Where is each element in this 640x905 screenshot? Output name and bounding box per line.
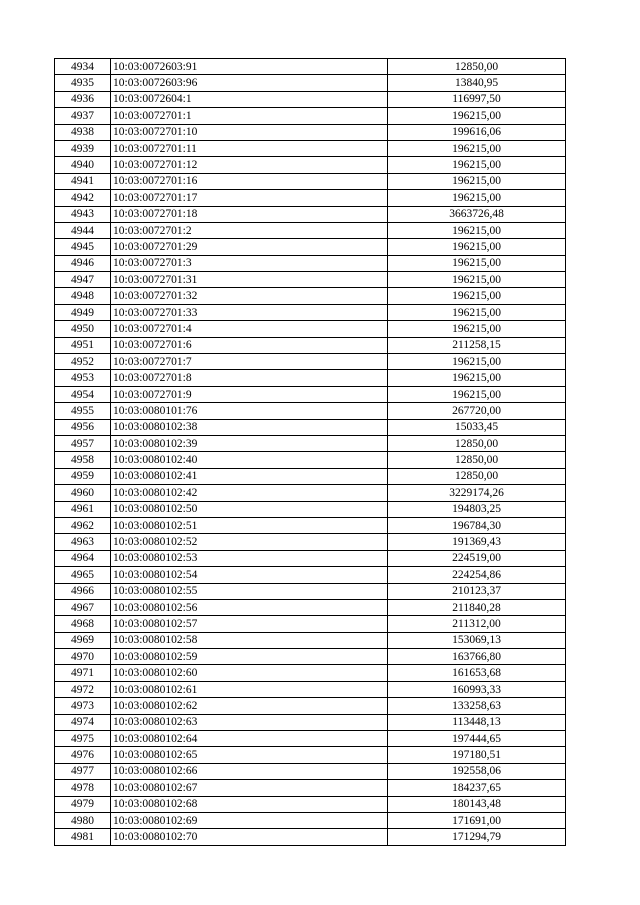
table-row [55, 485, 566, 501]
cadastral-number-cell: 10:03:0072603:91 [111, 59, 388, 75]
cadastral-number-cell: 10:03:0072701:33 [111, 304, 388, 320]
value-cell: 153069,13 [388, 632, 566, 648]
table-row [55, 370, 566, 386]
row-number-cell: 4938 [55, 124, 111, 140]
row-number-cell: 4975 [55, 731, 111, 747]
table-row [55, 255, 566, 271]
value-cell: 180143,48 [388, 796, 566, 812]
cadastral-number-cell: 10:03:0080102:51 [111, 517, 388, 533]
value-cell: 210123,37 [388, 583, 566, 599]
value-cell: 196215,00 [388, 108, 566, 124]
value-cell: 196215,00 [388, 304, 566, 320]
value-cell: 15033,45 [388, 419, 566, 435]
table-row [55, 632, 566, 648]
row-number-cell: 4969 [55, 632, 111, 648]
value-cell: 12850,00 [388, 435, 566, 451]
table-row [55, 403, 566, 419]
value-cell: 196215,00 [388, 386, 566, 402]
table-row [55, 124, 566, 140]
row-number-cell: 4976 [55, 747, 111, 763]
value-cell: 196215,00 [388, 255, 566, 271]
table-row [55, 517, 566, 533]
cadastral-number-cell: 10:03:0072701:4 [111, 321, 388, 337]
row-number-cell: 4958 [55, 452, 111, 468]
value-cell: 196215,00 [388, 190, 566, 206]
cadastral-number-cell: 10:03:0072701:12 [111, 157, 388, 173]
cadastral-number-cell: 10:03:0072701:7 [111, 354, 388, 370]
cadastral-number-cell: 10:03:0072603:96 [111, 75, 388, 91]
table-row [55, 190, 566, 206]
cadastral-number-cell: 10:03:0072701:16 [111, 173, 388, 189]
cadastral-number-cell: 10:03:0072701:17 [111, 190, 388, 206]
cadastral-number-cell: 10:03:0072701:18 [111, 206, 388, 222]
cadastral-number-cell: 10:03:0080102:64 [111, 731, 388, 747]
value-cell: 12850,00 [388, 452, 566, 468]
value-cell: 116997,50 [388, 91, 566, 107]
row-number-cell: 4961 [55, 501, 111, 517]
value-cell: 196215,00 [388, 222, 566, 238]
cadastral-number-cell: 10:03:0080102:63 [111, 714, 388, 730]
table-row [55, 731, 566, 747]
value-cell: 196215,00 [388, 321, 566, 337]
value-cell: 163766,80 [388, 649, 566, 665]
row-number-cell: 4952 [55, 354, 111, 370]
value-cell: 224254,86 [388, 567, 566, 583]
table-row [55, 272, 566, 288]
row-number-cell: 4951 [55, 337, 111, 353]
cadastral-number-cell: 10:03:0080102:62 [111, 698, 388, 714]
value-cell: 211840,28 [388, 599, 566, 615]
value-cell: 196215,00 [388, 370, 566, 386]
table-row [55, 337, 566, 353]
cadastral-number-cell: 10:03:0080102:54 [111, 567, 388, 583]
cadastral-number-cell: 10:03:0080102:68 [111, 796, 388, 812]
value-cell: 3229174,26 [388, 485, 566, 501]
table-row [55, 419, 566, 435]
table-row [55, 288, 566, 304]
row-number-cell: 4950 [55, 321, 111, 337]
cadastral-number-cell: 10:03:0080102:59 [111, 649, 388, 665]
row-number-cell: 4957 [55, 435, 111, 451]
cadastral-number-cell: 10:03:0080102:58 [111, 632, 388, 648]
row-number-cell: 4946 [55, 255, 111, 271]
table-row [55, 747, 566, 763]
cadastral-number-cell: 10:03:0080102:66 [111, 763, 388, 779]
cadastral-number-cell: 10:03:0080102:41 [111, 468, 388, 484]
row-number-cell: 4953 [55, 370, 111, 386]
document-page [54, 58, 566, 846]
table-row [55, 75, 566, 91]
cadastral-number-cell: 10:03:0080102:56 [111, 599, 388, 615]
table-row [55, 665, 566, 681]
value-cell: 196215,00 [388, 288, 566, 304]
row-number-cell: 4964 [55, 550, 111, 566]
table-body [55, 59, 566, 846]
cadastral-number-cell: 10:03:0080102:57 [111, 616, 388, 632]
table-row [55, 157, 566, 173]
value-cell: 199616,06 [388, 124, 566, 140]
row-number-cell: 4937 [55, 108, 111, 124]
row-number-cell: 4962 [55, 517, 111, 533]
table-row [55, 435, 566, 451]
table-row [55, 534, 566, 550]
table-row [55, 681, 566, 697]
table-row [55, 321, 566, 337]
table-row [55, 780, 566, 796]
cadastral-number-cell: 10:03:0080102:65 [111, 747, 388, 763]
value-cell: 160993,33 [388, 681, 566, 697]
cadastral-number-cell: 10:03:0072701:8 [111, 370, 388, 386]
value-cell: 197180,51 [388, 747, 566, 763]
cadastral-number-cell: 10:03:0072701:9 [111, 386, 388, 402]
cadastral-number-cell: 10:03:0072701:10 [111, 124, 388, 140]
table-row [55, 108, 566, 124]
cadastral-number-cell: 10:03:0080102:40 [111, 452, 388, 468]
cadastral-number-cell: 10:03:0072701:31 [111, 272, 388, 288]
row-number-cell: 4955 [55, 403, 111, 419]
cadastral-number-cell: 10:03:0080102:50 [111, 501, 388, 517]
table-row [55, 91, 566, 107]
value-cell: 267720,00 [388, 403, 566, 419]
row-number-cell: 4940 [55, 157, 111, 173]
value-cell: 13840,95 [388, 75, 566, 91]
table-row [55, 239, 566, 255]
row-number-cell: 4948 [55, 288, 111, 304]
table-row [55, 812, 566, 828]
cadastral-number-cell: 10:03:0080102:60 [111, 665, 388, 681]
value-cell: 171691,00 [388, 812, 566, 828]
value-cell: 192558,06 [388, 763, 566, 779]
cadastral-number-cell: 10:03:0080102:42 [111, 485, 388, 501]
cadastral-number-cell: 10:03:0080102:55 [111, 583, 388, 599]
value-cell: 12850,00 [388, 59, 566, 75]
table-row [55, 616, 566, 632]
cadastral-number-cell: 10:03:0072701:1 [111, 108, 388, 124]
cadastral-number-cell: 10:03:0072701:11 [111, 140, 388, 156]
table-row [55, 550, 566, 566]
value-cell: 196215,00 [388, 140, 566, 156]
cadastral-number-cell: 10:03:0080102:38 [111, 419, 388, 435]
cadastral-number-cell: 10:03:0072701:29 [111, 239, 388, 255]
row-number-cell: 4980 [55, 812, 111, 828]
row-number-cell: 4959 [55, 468, 111, 484]
row-number-cell: 4972 [55, 681, 111, 697]
table-row [55, 222, 566, 238]
value-cell: 171294,79 [388, 829, 566, 845]
row-number-cell: 4963 [55, 534, 111, 550]
value-cell: 211312,00 [388, 616, 566, 632]
row-number-cell: 4960 [55, 485, 111, 501]
row-number-cell: 4970 [55, 649, 111, 665]
table-row [55, 649, 566, 665]
value-cell: 196215,00 [388, 173, 566, 189]
cadastral-number-cell: 10:03:0080102:67 [111, 780, 388, 796]
value-cell: 224519,00 [388, 550, 566, 566]
table-row [55, 567, 566, 583]
table-row [55, 583, 566, 599]
row-number-cell: 4973 [55, 698, 111, 714]
value-cell: 211258,15 [388, 337, 566, 353]
table-row [55, 452, 566, 468]
table-row [55, 599, 566, 615]
row-number-cell: 4936 [55, 91, 111, 107]
table-row [55, 354, 566, 370]
table-row [55, 59, 566, 75]
row-number-cell: 4981 [55, 829, 111, 845]
row-number-cell: 4939 [55, 140, 111, 156]
value-cell: 12850,00 [388, 468, 566, 484]
cadastral-number-cell: 10:03:0080102:52 [111, 534, 388, 550]
table-row [55, 714, 566, 730]
row-number-cell: 4943 [55, 206, 111, 222]
cadastral-number-cell: 10:03:0080101:76 [111, 403, 388, 419]
table-row [55, 796, 566, 812]
value-cell: 3663726,48 [388, 206, 566, 222]
value-cell: 133258,63 [388, 698, 566, 714]
row-number-cell: 4979 [55, 796, 111, 812]
row-number-cell: 4966 [55, 583, 111, 599]
row-number-cell: 4947 [55, 272, 111, 288]
row-number-cell: 4956 [55, 419, 111, 435]
cadastral-number-cell: 10:03:0080102:39 [111, 435, 388, 451]
cadastral-number-cell: 10:03:0080102:61 [111, 681, 388, 697]
table-row [55, 698, 566, 714]
table-row [55, 206, 566, 222]
table-row [55, 173, 566, 189]
row-number-cell: 4954 [55, 386, 111, 402]
table-row [55, 386, 566, 402]
cadastral-value-table [54, 58, 566, 846]
cadastral-number-cell: 10:03:0072701:32 [111, 288, 388, 304]
value-cell: 184237,65 [388, 780, 566, 796]
table-row [55, 829, 566, 845]
table-row [55, 304, 566, 320]
cadastral-number-cell: 10:03:0080102:53 [111, 550, 388, 566]
value-cell: 196215,00 [388, 272, 566, 288]
cadastral-number-cell: 10:03:0072604:1 [111, 91, 388, 107]
row-number-cell: 4942 [55, 190, 111, 206]
row-number-cell: 4971 [55, 665, 111, 681]
table-row [55, 468, 566, 484]
value-cell: 113448,13 [388, 714, 566, 730]
cadastral-number-cell: 10:03:0072701:3 [111, 255, 388, 271]
value-cell: 197444,65 [388, 731, 566, 747]
row-number-cell: 4934 [55, 59, 111, 75]
value-cell: 196215,00 [388, 354, 566, 370]
cadastral-number-cell: 10:03:0080102:69 [111, 812, 388, 828]
value-cell: 191369,43 [388, 534, 566, 550]
table-row [55, 501, 566, 517]
row-number-cell: 4968 [55, 616, 111, 632]
row-number-cell: 4967 [55, 599, 111, 615]
row-number-cell: 4935 [55, 75, 111, 91]
cadastral-number-cell: 10:03:0072701:6 [111, 337, 388, 353]
row-number-cell: 4978 [55, 780, 111, 796]
row-number-cell: 4977 [55, 763, 111, 779]
table-row [55, 763, 566, 779]
value-cell: 196215,00 [388, 157, 566, 173]
value-cell: 161653,68 [388, 665, 566, 681]
row-number-cell: 4941 [55, 173, 111, 189]
row-number-cell: 4965 [55, 567, 111, 583]
value-cell: 196215,00 [388, 239, 566, 255]
cadastral-number-cell: 10:03:0072701:2 [111, 222, 388, 238]
row-number-cell: 4949 [55, 304, 111, 320]
row-number-cell: 4974 [55, 714, 111, 730]
cadastral-number-cell: 10:03:0080102:70 [111, 829, 388, 845]
row-number-cell: 4944 [55, 222, 111, 238]
row-number-cell: 4945 [55, 239, 111, 255]
table-row [55, 140, 566, 156]
value-cell: 194803,25 [388, 501, 566, 517]
value-cell: 196784,30 [388, 517, 566, 533]
